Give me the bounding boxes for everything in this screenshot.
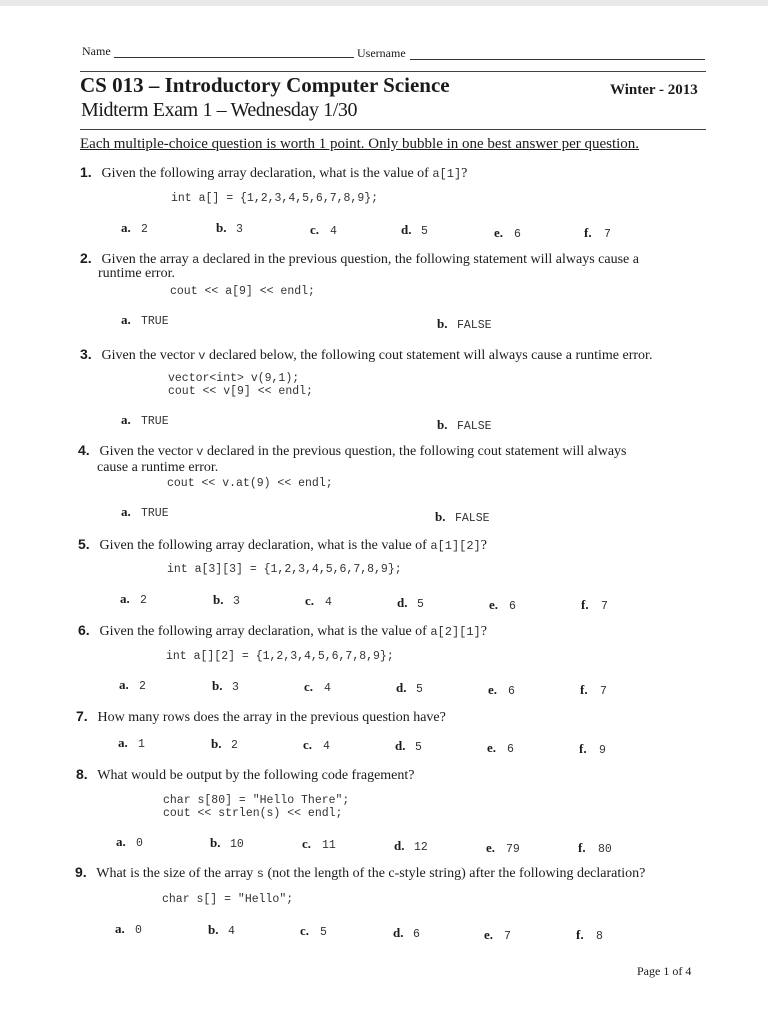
question-4-continuation: cause a runtime error. — [97, 460, 219, 475]
option-b[interactable]: b. 3 — [216, 220, 243, 236]
question-2: 2. Given the array a declared in the previous question, the following statement will always cause a — [80, 250, 639, 267]
name-field-line — [114, 57, 354, 58]
question-8 — [76, 766, 415, 784]
header-rule-bottom — [80, 129, 706, 130]
option-e[interactable]: e. 6 — [489, 597, 516, 613]
term: Winter - 2013 — [610, 82, 698, 98]
option-a[interactable]: a. 2 — [119, 677, 146, 693]
exam-title: Midterm Exam 1 – Wednesday 1/30 — [81, 99, 358, 121]
question-3: 3. Given the vector v declared below, the following cout statement will always cause a runtime error. — [80, 346, 653, 363]
question-number: 9. — [75, 864, 87, 880]
option-f[interactable]: f. 8 — [576, 927, 603, 943]
code-line: int a[3][3] = {1,2,3,4,5,6,7,8,9}; — [167, 563, 402, 576]
option-b[interactable]: b. 4 — [208, 922, 235, 938]
option-d[interactable]: d. 5 — [395, 738, 422, 754]
username-label: Username — [357, 46, 406, 60]
option-a[interactable]: a. 0 — [116, 834, 143, 850]
option-d[interactable]: d. 6 — [393, 925, 420, 941]
question-5: 5. Given the following array declaration, what is the value of a[1][2]? — [78, 536, 487, 553]
option-d[interactable]: d. 5 — [401, 222, 428, 238]
inline-code: a[2][1] — [430, 625, 481, 639]
option-d[interactable]: d. 12 — [394, 838, 428, 854]
question-7 — [76, 708, 446, 726]
option-b[interactable]: b. FALSE — [435, 509, 490, 525]
code-line: cout << v.at(9) << endl; — [167, 477, 333, 490]
question-text: What would be output by the following code fragement? — [97, 768, 415, 783]
option-e[interactable]: e. 6 — [487, 740, 514, 756]
question-1: 1. Given the following array declaration, what is the value of a[1]? — [80, 164, 468, 181]
question-number: 3. — [80, 346, 92, 362]
option-f[interactable]: f. 7 — [581, 597, 608, 613]
option-b[interactable]: b. FALSE — [437, 316, 492, 332]
code-line: int a[][2] = {1,2,3,4,5,6,7,8,9}; — [166, 650, 394, 663]
option-d[interactable]: d. 5 — [396, 680, 423, 696]
code-line: cout << a[9] << endl; — [170, 285, 315, 298]
inline-code: a — [192, 253, 200, 267]
scan-edge — [0, 0, 768, 6]
option-b[interactable]: b. 3 — [213, 592, 240, 608]
question-number: 1. — [80, 164, 92, 180]
option-f[interactable]: f. 7 — [584, 225, 611, 241]
inline-code: s — [256, 867, 264, 881]
question-number: 4. — [78, 442, 90, 458]
question-text: Given the vector — [101, 348, 199, 363]
question-text: What is the size of the array — [96, 866, 257, 881]
course-title: CS 013 – Introductory Computer Science — [80, 73, 450, 97]
page-number: Page 1 of 4 — [637, 964, 692, 978]
code-line: cout << strlen(s) << endl; — [163, 807, 343, 820]
option-b[interactable]: b. 3 — [212, 678, 239, 694]
code-line: int a[] = {1,2,3,4,5,6,7,8,9}; — [171, 192, 379, 205]
option-e[interactable]: e. 79 — [486, 840, 520, 856]
option-a[interactable]: a. 0 — [115, 921, 142, 937]
option-d[interactable]: d. 5 — [397, 595, 424, 611]
option-b[interactable]: b. FALSE — [437, 417, 492, 433]
question-4: 4. Given the vector v declared in the previous question, the following cout statement will always — [78, 442, 627, 459]
question-text: Given the following array declaration, what is the value of — [101, 166, 433, 181]
option-a[interactable]: a. TRUE — [121, 504, 169, 520]
question-6: 6. Given the following array declaration, what is the value of a[2][1]? — [78, 622, 487, 639]
question-text: Given the following array declaration, what is the value of — [99, 538, 431, 553]
name-label: Name — [82, 44, 111, 58]
question-number: 8. — [76, 766, 88, 782]
option-a[interactable]: a. TRUE — [121, 312, 169, 328]
code-line: char s[] = "Hello"; — [162, 893, 294, 906]
inline-code: v — [198, 349, 206, 363]
question-number: 2. — [80, 250, 92, 266]
option-f[interactable]: f. 9 — [579, 741, 606, 757]
option-a[interactable]: a. 2 — [120, 591, 147, 607]
option-c[interactable]: c. 4 — [303, 737, 330, 753]
option-e[interactable]: e. 7 — [484, 927, 511, 943]
option-a[interactable]: a. 2 — [121, 220, 148, 236]
option-a[interactable]: a. TRUE — [121, 412, 169, 428]
question-number: 5. — [78, 536, 90, 552]
option-a[interactable]: a. 1 — [118, 735, 145, 751]
option-c[interactable]: c. 11 — [302, 836, 336, 852]
code-line: char s[80] = "Hello There"; — [163, 794, 350, 807]
question-9: 9. What is the size of the array s (not the length of the c-style string) after the following declaration? — [75, 864, 646, 881]
question-number: 6. — [78, 622, 90, 638]
option-c[interactable]: c. 4 — [310, 222, 337, 238]
option-e[interactable]: e. 6 — [488, 682, 515, 698]
inline-code: v — [196, 445, 204, 459]
header-rule-top — [80, 71, 706, 72]
username-field-line — [410, 59, 705, 60]
question-text: Given the array — [101, 252, 193, 267]
option-e[interactable]: e. 6 — [494, 225, 521, 241]
question-text: Given the vector — [99, 444, 197, 459]
inline-code: a[1][2] — [430, 539, 481, 553]
option-f[interactable]: f. 80 — [578, 840, 612, 856]
option-b[interactable]: b. 10 — [210, 835, 244, 851]
question-2-continuation: runtime error. — [98, 266, 175, 281]
option-c[interactable]: c. 4 — [304, 679, 331, 695]
option-c[interactable]: c. 4 — [305, 593, 332, 609]
option-c[interactable]: c. 5 — [300, 923, 327, 939]
option-b[interactable]: b. 2 — [211, 736, 238, 752]
question-text: How many rows does the array in the previous question have? — [97, 710, 446, 725]
code-line: cout << v[9] << endl; — [168, 385, 313, 398]
option-f[interactable]: f. 7 — [580, 682, 607, 698]
instructions: Each multiple-choice question is worth 1 point. Only bubble in one best answer per question. — [80, 136, 640, 152]
question-text: Given the following array declaration, what is the value of — [99, 624, 431, 639]
inline-code: a[1] — [432, 167, 462, 181]
code-line: vector<int> v(9,1); — [168, 372, 300, 385]
question-number: 7. — [76, 708, 88, 724]
